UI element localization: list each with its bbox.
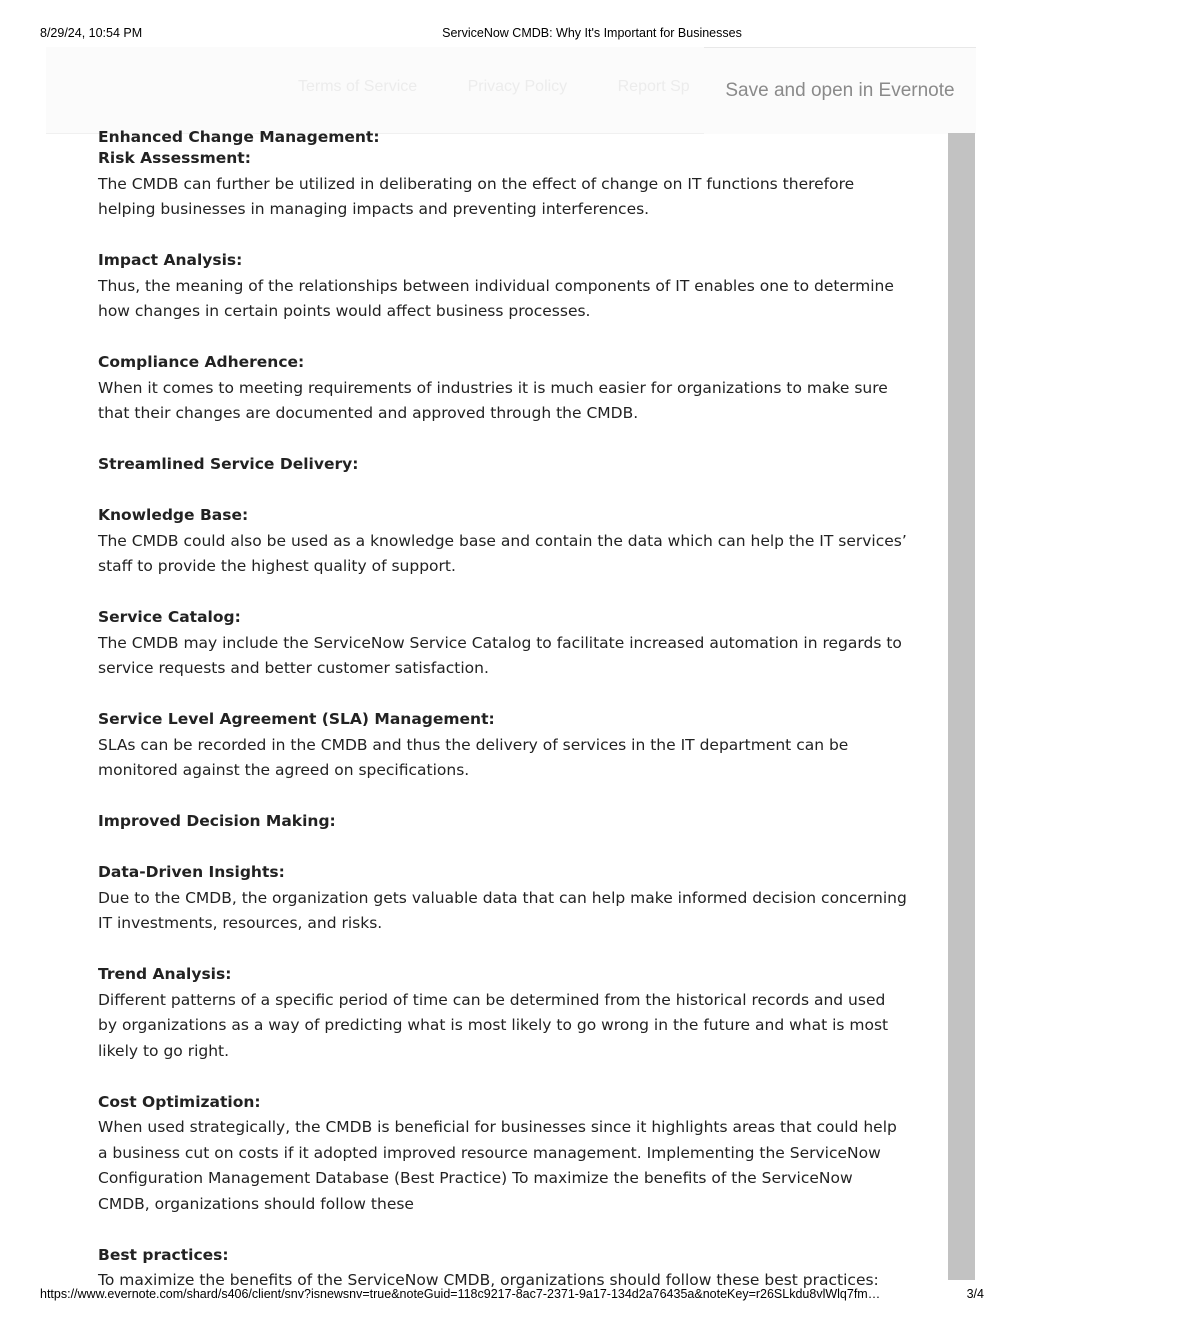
section-heading: Service Catalog: — [98, 608, 241, 626]
section-heading: Trend Analysis: — [98, 965, 232, 983]
print-footer — [0, 1287, 1024, 1303]
clipped-body-line: To maximize the benefits of the ServiceNow CMDB, organizations should follow these best practices: — [98, 1271, 879, 1289]
section-impact-analysis — [98, 248, 908, 325]
section-heading: Compliance Adherence: — [98, 353, 305, 371]
section-body: The CMDB can further be utilized in deliberating on the effect of change on IT functions therefore helping businesses in managing impacts and preventing interferences. — [98, 174, 855, 218]
section-body: SLAs can be recorded in the CMDB and thus the delivery of services in the IT department can be monitored against the agreed on specifications. — [98, 735, 849, 779]
section-streamlined-service-delivery — [98, 452, 908, 478]
terms-link[interactable]: Terms of Service — [298, 78, 418, 95]
report-spam-link[interactable]: Report Sp — [617, 78, 690, 95]
clipped-heading: Enhanced Change Management: — [98, 128, 380, 146]
section-cost-optimization — [98, 1090, 908, 1218]
section-body: Different patterns of a specific period of time can be determined from the historical records and used by organizations as a way of predicting what is most likely to go wrong in the future and what is most likely to go right. — [98, 990, 889, 1060]
section-body: Due to the CMDB, the organization gets valuable data that can help make informed decision concerning IT investments, resources, and risks. — [98, 888, 907, 932]
section-service-catalog — [98, 605, 908, 682]
section-knowledge-base — [98, 503, 908, 580]
section-heading: Knowledge Base: — [98, 506, 249, 524]
section-sla-management — [98, 707, 908, 784]
section-body: When used strategically, the CMDB is beneficial for businesses since it highlights areas that could help a business cut on costs if it adopted improved resource management. Implementing the ServiceNow Configuration Management Database (Best Practice) To maximize the benefits of the ServiceNow CMDB, organizations should follow these — [98, 1118, 897, 1213]
save-to-evernote-button[interactable]: Save and open in Evernote — [704, 47, 976, 134]
section-body: When it comes to meeting requirements of industries it is much easier for organizations to make sure that their changes are documented and approved through the CMDB. — [98, 378, 888, 422]
print-title: ServiceNow CMDB: Why It's Important for Businesses — [442, 26, 742, 40]
print-header — [0, 26, 1024, 42]
section-compliance-adherence — [98, 350, 908, 427]
section-heading: Streamlined Service Delivery: — [98, 455, 359, 473]
section-data-driven-insights — [98, 860, 908, 937]
section-body: Thus, the meaning of the relationships between individual components of IT enables one to determine how changes in certain points would affect business processes. — [98, 276, 894, 320]
section-improved-decision-making — [98, 809, 908, 835]
scrollbar[interactable] — [948, 133, 975, 1280]
footer-links — [298, 78, 736, 96]
section-best-practices — [98, 1243, 908, 1269]
section-heading: Improved Decision Making: — [98, 812, 336, 830]
section-heading: Cost Optimization: — [98, 1092, 261, 1111]
print-timestamp: 8/29/24, 10:54 PM — [40, 26, 143, 40]
page-number: 3/4 — [966, 1287, 984, 1301]
section-heading: Best practices: — [98, 1245, 229, 1264]
evernote-top-bar — [46, 47, 976, 134]
section-risk-assessment — [98, 146, 908, 223]
section-heading: Risk Assessment: — [98, 149, 251, 167]
section-body: The CMDB could also be used as a knowledge base and contain the data which can help the IT services’ staff to provide the highest quality of support. — [98, 531, 907, 575]
section-body: The CMDB may include the ServiceNow Service Catalog to facilitate increased automation in regards to service requests and better customer satisfaction. — [98, 633, 902, 677]
section-heading: Data-Driven Insights: — [98, 863, 285, 881]
note-content — [98, 127, 908, 1289]
section-heading: Service Level Agreement (SLA) Management: — [98, 710, 495, 728]
privacy-link[interactable]: Privacy Policy — [467, 78, 568, 95]
print-url: https://www.evernote.com/shard/s406/client/snv?isnewsnv=true&noteGuid=118c9217-8ac7-2371-9a17-134d2a76435a&noteKey=r26SLkdu8vlWlq7fm… — [40, 1287, 881, 1301]
section-trend-analysis — [98, 962, 908, 1064]
section-heading: Impact Analysis: — [98, 251, 243, 269]
